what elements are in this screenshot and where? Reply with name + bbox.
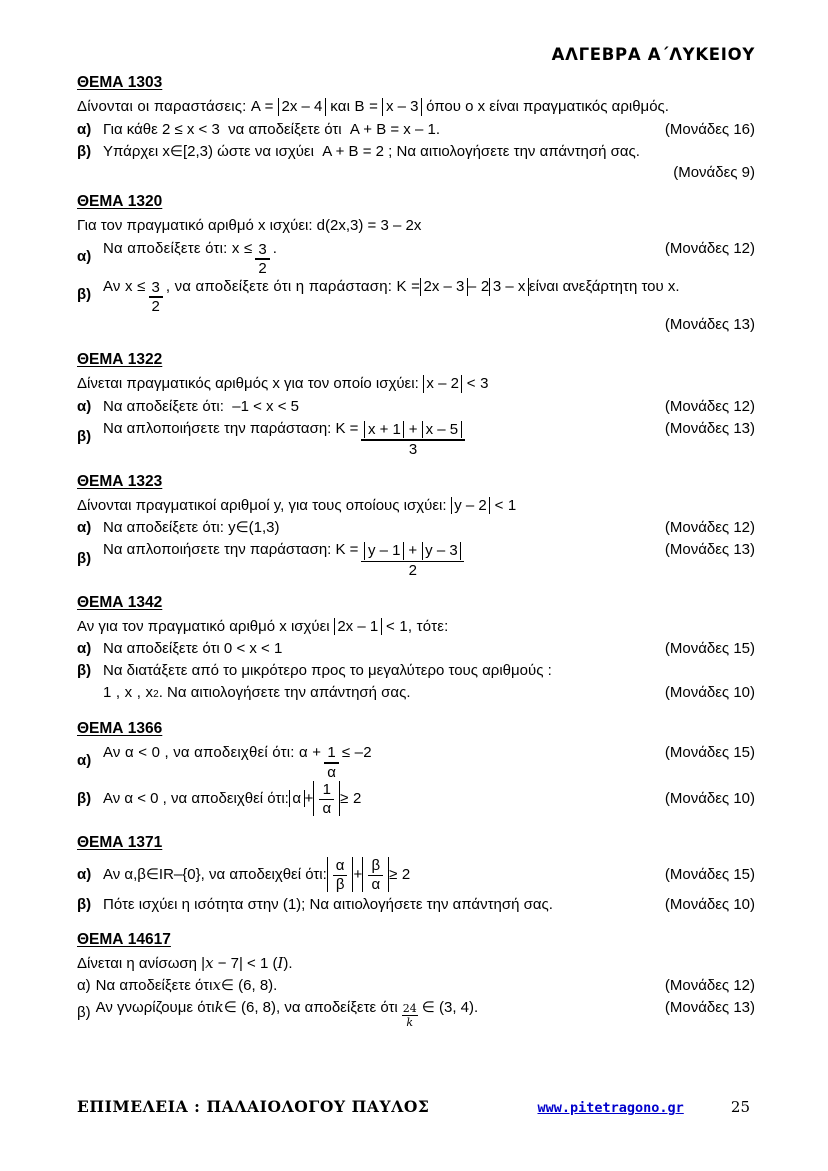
abs-expression: x – 2	[423, 375, 463, 393]
item-units: (Μονάδες 12)	[664, 519, 755, 537]
section-thema-14617	[77, 930, 755, 1029]
question-item-alpha	[77, 975, 755, 997]
item-text-pre: Αν x ≤	[103, 277, 146, 295]
fraction	[324, 745, 339, 780]
item-text-pre: Να απλοποιήσετε την παράσταση: K =	[103, 541, 359, 559]
item-units: (Μονάδες 13)	[664, 998, 755, 1016]
item-text: Να αποδείξετε ότι 0 < x < 1	[103, 640, 283, 658]
item-text: Για κάθε 2 ≤ x < 3 να αποδείξετε ότι A + B = x – 1.	[103, 120, 440, 138]
item-text-post: ∈ (3, 4).	[421, 998, 479, 1016]
fraction-denominator: β	[335, 875, 345, 893]
page-footer	[77, 1097, 768, 1116]
section-thema-1323	[77, 472, 755, 578]
abs-expression: x – 3	[382, 98, 422, 116]
intro-text-pre: Δίνεται η ανίσωση |	[77, 955, 206, 973]
item-text-mid: , να αποδείξετε ότι η παράσταση: K =	[165, 277, 421, 295]
item-units: (Μονάδες 9)	[673, 164, 755, 182]
section-title: ΘΕΜΑ 1320	[77, 193, 163, 211]
section-thema-1366	[77, 719, 755, 818]
intro-text-post: < 1	[490, 496, 517, 514]
item-units: (Μονάδες 12)	[664, 398, 755, 416]
fraction	[361, 421, 464, 458]
item-units: (Μονάδες 13)	[664, 419, 755, 437]
item-label: α)	[77, 519, 92, 537]
item-text-mid: ∈ (6, 8), να αποδείξετε ότι	[223, 998, 398, 1016]
document-content	[77, 46, 755, 1031]
question-item-beta	[77, 418, 755, 457]
question-item-beta	[77, 141, 755, 163]
intro-text-mid: και B =	[325, 98, 383, 116]
item-label: β)	[77, 142, 92, 160]
item-text: Πότε ισχύει η ισότητα στην (1); Να αιτιολογήσετε την απάντησή σας.	[103, 895, 553, 913]
fraction-numerator: β	[371, 856, 381, 874]
item-label: α)	[77, 865, 92, 883]
item-units: (Μονάδες 15)	[664, 865, 755, 883]
fraction-numerator: 1	[327, 744, 336, 762]
fraction	[255, 242, 269, 277]
section-thema-1342	[77, 593, 755, 704]
item-text-pre: Αν γνωρίζουμε ότι	[95, 998, 215, 1016]
abs-expression: x – 5	[422, 421, 462, 439]
item-label: β)	[77, 549, 92, 567]
fraction-numerator: 24	[402, 1001, 417, 1015]
fraction	[149, 280, 163, 315]
intro-text-mid: − 7| < 1 (	[213, 955, 278, 973]
item-units: (Μονάδες 10)	[664, 789, 755, 807]
fraction	[402, 1003, 418, 1029]
item-text-continuation-post: . Να αιτιολογήσετε την απάντησή σας.	[158, 683, 411, 701]
item-text: Να διατάξετε από το μικρότερο προς το μεγαλύτερο τους αριθμούς :	[103, 662, 552, 680]
plus-sign: +	[404, 420, 423, 438]
item-units: (Μονάδες 10)	[664, 683, 755, 701]
section-thema-1322	[77, 350, 755, 456]
fraction-denominator: k	[406, 1016, 414, 1030]
item-text-post: ≥ 2	[389, 865, 411, 883]
section-title: ΘΕΜΑ 1323	[77, 472, 163, 490]
section-intro	[77, 96, 755, 118]
item-units: (Μονάδες 10)	[664, 895, 755, 913]
item-units: (Μονάδες 15)	[664, 640, 755, 658]
item-variable: k	[214, 997, 224, 1016]
question-item-beta	[77, 276, 755, 314]
abs-expression: 2x – 4	[278, 98, 326, 116]
section-thema-1320	[77, 192, 755, 335]
section-title: ΘΕΜΑ 1322	[77, 351, 163, 369]
item-label: β)	[77, 285, 92, 303]
fraction-numerator	[361, 542, 464, 560]
item-label: β)	[77, 662, 92, 680]
item-text-pre: Αν α,β∈IR–{0}, να αποδειχθεί ότι:	[103, 865, 327, 883]
item-label: α)	[77, 640, 92, 658]
item-units: (Μονάδες 13)	[664, 541, 755, 559]
question-item-alpha	[77, 638, 755, 660]
section-title: ΘΕΜΑ 1303	[77, 74, 163, 92]
fraction-numerator: 3	[258, 240, 267, 258]
item-text-continuation: 1 , x , x	[103, 683, 154, 701]
item-text-pre: Αν α < 0 , να αποδειχθεί ότι: α +	[103, 743, 322, 761]
intro-text-post: < 3	[462, 375, 489, 393]
question-item-alpha	[77, 856, 755, 894]
item-units: (Μονάδες 12)	[664, 239, 755, 257]
item-label: β)	[77, 1003, 91, 1021]
item-text: Να αποδείξετε ότι: y∈(1,3)	[103, 519, 280, 537]
item-label: α)	[77, 976, 91, 994]
item-label: β)	[77, 789, 92, 807]
exponent: 2	[153, 688, 159, 700]
item-label: α)	[77, 398, 92, 416]
item-units: (Μονάδες 13)	[664, 315, 755, 333]
abs-expression: x + 1	[364, 421, 404, 439]
intro-text-post: < 1, τότε:	[381, 617, 449, 635]
fraction	[361, 542, 464, 579]
item-units: (Μονάδες 12)	[664, 976, 755, 994]
plus-sign: +	[403, 541, 422, 559]
question-item-beta	[77, 539, 755, 578]
item-text-post: .	[272, 239, 277, 257]
section-title: ΘΕΜΑ 14617	[77, 931, 171, 949]
item-label: β)	[77, 428, 92, 446]
question-item-alpha	[77, 396, 755, 418]
abs-expression-fraction	[362, 857, 389, 892]
fraction	[319, 782, 334, 817]
intro-text-pre: Δίνονται πραγματικοί αριθμοί y, για τους οποίους ισχύει:	[77, 496, 451, 514]
intro-text-pre: Δίνεται πραγματικός αριθμός x για τον οποίο ισχύει:	[77, 375, 423, 393]
fraction-numerator: α	[335, 856, 345, 874]
item-text: Υπάρχει x∈[2,3) ώστε να ισχύει A + B = 2 ; Να αιτιολογήσετε την απάντησή σας.	[103, 142, 640, 160]
fraction-denominator: α	[322, 800, 332, 818]
item-text-post: ≤ –2	[341, 743, 372, 761]
question-item-beta	[77, 894, 755, 916]
abs-expression: 2x – 1	[334, 618, 382, 636]
question-item-beta-continuation	[77, 682, 755, 704]
fraction-numerator: 1	[322, 780, 331, 798]
intro-variable: x	[205, 954, 214, 973]
abs-expression: α	[289, 790, 305, 808]
item-text-post: είναι ανεξάρτητη του x.	[528, 277, 680, 295]
item-text: Να αποδείξετε ότι: –1 < x < 5	[103, 398, 299, 416]
fraction-numerator	[361, 421, 464, 439]
footer-credit: ΕΠΙΜΕΛΕΙΑ : ΠΑΛΑΙΟΛΟΓΟΥ ΠΑΥΛΟΣ	[77, 1097, 430, 1116]
abs-expression: 3 – x	[489, 278, 529, 296]
item-label: α)	[77, 120, 92, 138]
abs-expression: y – 2	[451, 497, 491, 515]
fraction	[368, 858, 383, 893]
item-text-pre: Να αποδείξετε ότι: x ≤	[103, 239, 253, 257]
abs-expression: y – 1	[364, 542, 404, 560]
item-units: (Μονάδες 15)	[664, 743, 755, 761]
question-item-beta	[77, 780, 755, 818]
section-title: ΘΕΜΑ 1366	[77, 719, 163, 737]
fraction-denominator: α	[327, 763, 336, 781]
item-text-pre: Να αποδείξετε ότι	[95, 976, 213, 994]
section-title: ΘΕΜΑ 1371	[77, 833, 163, 851]
question-item-alpha	[77, 742, 755, 780]
fraction-denominator: 2	[258, 259, 267, 277]
item-label: α)	[77, 751, 92, 769]
section-title: ΘΕΜΑ 1342	[77, 593, 163, 611]
item-text-post: ∈ (6, 8).	[220, 976, 278, 994]
abs-expression: 2x – 3	[420, 278, 468, 296]
plus-sign: +	[353, 865, 363, 883]
section-intro	[77, 953, 755, 975]
question-item-alpha	[77, 119, 755, 141]
page-header-title: ΑΛΓΕΒΡΑ Α΄ΛΥΚΕΙΟΥ	[551, 45, 755, 64]
item-units: (Μονάδες 16)	[664, 120, 755, 138]
fraction-denominator: 2	[408, 561, 417, 579]
section-thema-1371	[77, 833, 755, 916]
section-thema-1303	[77, 73, 755, 184]
item-text-pre: Αν α < 0 , να αποδειχθεί ότι:	[103, 789, 289, 807]
fraction	[333, 858, 348, 893]
fraction-denominator: α	[371, 875, 381, 893]
item-label: β)	[77, 895, 92, 913]
section-intro: Για τον πραγματικό αριθμό x ισχύει: d(2x,3) = 3 – 2x	[77, 216, 422, 234]
fraction-denominator: 3	[408, 440, 418, 458]
abs-expression-fraction	[313, 781, 340, 816]
item-variable: x	[212, 975, 221, 994]
intro-label-i: I	[277, 954, 284, 973]
question-item-alpha	[77, 517, 755, 539]
item-text-post: ≥ 2	[340, 789, 362, 807]
item-label: α)	[77, 247, 92, 265]
fraction-numerator: 3	[151, 278, 160, 296]
fraction-denominator: 2	[151, 297, 160, 315]
intro-text-pre: Αν για τον πραγματικό αριθμό x ισχύει	[77, 617, 334, 635]
abs-expression: y – 3	[422, 542, 462, 560]
intro-text-post: όπου ο x είναι πραγματικός αριθμός.	[421, 98, 669, 116]
item-text-pre: Να απλοποιήσετε την παράσταση: K =	[103, 419, 359, 437]
section-intro	[77, 616, 755, 638]
section-intro	[77, 373, 755, 395]
intro-text-pre: Δίνονται οι παραστάσεις: A =	[77, 98, 278, 116]
item-text-mid2: – 2	[467, 277, 490, 295]
question-item-beta	[77, 660, 755, 682]
page-number: 25	[730, 1098, 750, 1116]
abs-expression-fraction	[327, 857, 354, 892]
question-item-beta	[77, 997, 755, 1029]
section-intro	[77, 495, 755, 517]
question-item-alpha	[77, 238, 755, 276]
intro-text-post: ).	[283, 955, 293, 973]
item-text-mid: +	[304, 789, 314, 807]
footer-website-link[interactable]: www.pitetragono.gr	[537, 1100, 684, 1116]
